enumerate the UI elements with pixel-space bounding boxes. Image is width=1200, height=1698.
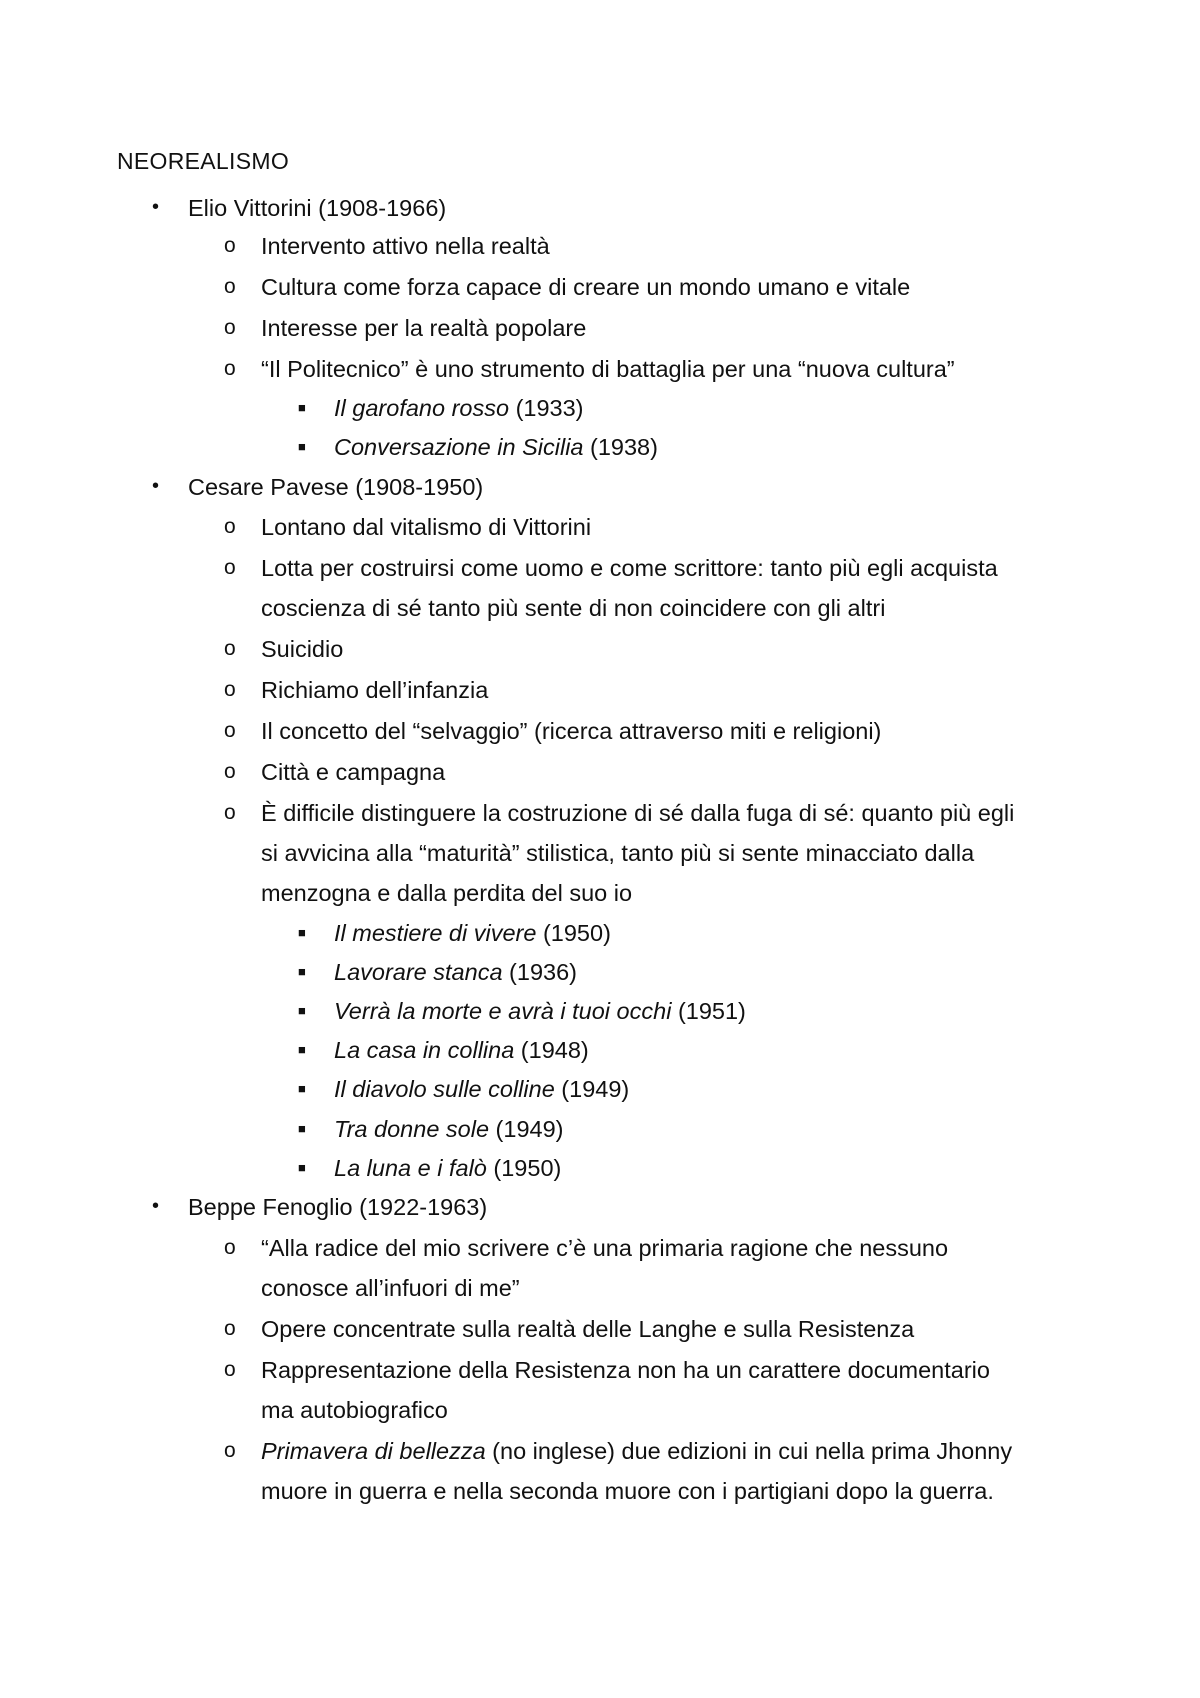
- work-bullet-marker: ■: [298, 964, 306, 979]
- list-item-line: conosce all’infuori di me”: [261, 1275, 520, 1301]
- list-item-line: menzogna e dalla perdita del suo io: [261, 880, 633, 906]
- work-title: Lavorare stanca: [334, 959, 503, 985]
- work-item: [334, 1114, 564, 1144]
- list-item-line: muore in guerra e nella seconda muore con i partigiani dopo la guerra.: [261, 1478, 994, 1504]
- work-title: Primavera di bellezza: [261, 1438, 486, 1464]
- work-bullet-marker: ■: [298, 1121, 306, 1136]
- bullet-marker: •: [152, 1195, 160, 1217]
- work-title: Il garofano rosso: [334, 395, 510, 421]
- work-item: [334, 1153, 561, 1183]
- bullet-marker: •: [152, 196, 160, 218]
- work-year: (1938): [583, 434, 658, 460]
- sub-bullet-marker: o: [224, 234, 236, 257]
- sub-bullet-marker: o: [224, 556, 236, 579]
- list-item-text: (no inglese) due edizioni in cui nella prima Jhonny: [485, 1438, 1013, 1464]
- list-item-line: si avvicina alla “maturità” stilistica, tanto più si sente minacciato dalla: [261, 840, 975, 866]
- sub-bullet-marker: o: [224, 515, 236, 538]
- author-heading-vittorini: Elio Vittorini (1908-1966): [188, 195, 447, 221]
- sub-bullet-marker: o: [224, 275, 236, 298]
- list-item: Suicidio: [261, 636, 344, 662]
- list-item: Città e campagna: [261, 759, 446, 785]
- work-year: (1949): [489, 1116, 564, 1142]
- author-heading-fenoglio: Beppe Fenoglio (1922-1963): [188, 1194, 488, 1220]
- list-item: Opere concentrate sulla realtà delle Langhe e sulla Resistenza: [261, 1316, 915, 1342]
- sub-bullet-marker: o: [224, 637, 236, 660]
- list-item-line: Rappresentazione della Resistenza non ha un carattere documentario: [261, 1357, 990, 1383]
- work-year: (1933): [509, 395, 584, 421]
- sub-bullet-marker: o: [224, 1358, 236, 1381]
- sub-bullet-marker: o: [224, 1439, 236, 1462]
- list-item: Il concetto del “selvaggio” (ricerca attraverso miti e religioni): [261, 718, 882, 744]
- work-title: Il diavolo sulle colline: [334, 1076, 555, 1102]
- work-title: Tra donne sole: [334, 1116, 490, 1142]
- list-item: Richiamo dell’infanzia: [261, 677, 489, 703]
- work-year: (1936): [502, 959, 577, 985]
- sub-bullet-marker: o: [224, 316, 236, 339]
- author-heading-pavese: Cesare Pavese (1908-1950): [188, 474, 484, 500]
- work-year: (1948): [514, 1037, 589, 1063]
- list-item: Cultura come forza capace di creare un mondo umano e vitale: [261, 274, 911, 300]
- work-title: Il mestiere di vivere: [334, 920, 537, 946]
- work-item: [334, 1074, 629, 1104]
- work-bullet-marker: ■: [298, 1160, 306, 1175]
- list-item-line: “Alla radice del mio scrivere c’è una primaria ragione che nessuno: [261, 1235, 949, 1261]
- work-year: (1950): [486, 1155, 562, 1181]
- work-year: (1949): [554, 1076, 630, 1102]
- work-bullet-marker: ■: [298, 1042, 306, 1057]
- list-item: “Il Politecnico” è uno strumento di battaglia per una “nuova cultura”: [261, 356, 955, 382]
- work-year: (1950): [536, 920, 611, 946]
- sub-bullet-marker: o: [224, 1317, 236, 1340]
- work-title: La luna e i falò: [334, 1155, 487, 1181]
- document-title: NEOREALISMO: [117, 148, 290, 174]
- work-item: [334, 996, 746, 1026]
- sub-bullet-marker: o: [224, 719, 236, 742]
- work-bullet-marker: ■: [298, 1003, 306, 1018]
- work-bullet-marker: ■: [298, 439, 306, 454]
- list-item-line: [261, 1436, 1012, 1466]
- work-title: Verrà la morte e avrà i tuoi occhi: [334, 998, 672, 1024]
- work-bullet-marker: ■: [298, 1081, 306, 1096]
- work-item: [334, 918, 611, 948]
- work-year: (1951): [671, 998, 746, 1024]
- work-bullet-marker: ■: [298, 925, 306, 940]
- work-title: Conversazione in Sicilia: [334, 434, 584, 460]
- sub-bullet-marker: o: [224, 760, 236, 783]
- list-item-line: È difficile distinguere la costruzione di sé dalla fuga di sé: quanto più egli: [261, 800, 1015, 826]
- sub-bullet-marker: o: [224, 801, 236, 824]
- work-title: La casa in collina: [334, 1037, 515, 1063]
- list-item: Lontano dal vitalismo di Vittorini: [261, 514, 592, 540]
- sub-bullet-marker: o: [224, 1236, 236, 1259]
- work-item: [334, 432, 658, 462]
- sub-bullet-marker: o: [224, 357, 236, 380]
- bullet-marker: •: [152, 475, 160, 497]
- list-item: Interesse per la realtà popolare: [261, 315, 587, 341]
- list-item-line: Lotta per costruirsi come uomo e come scrittore: tanto più egli acquista: [261, 555, 998, 581]
- work-item: [334, 393, 584, 423]
- work-item: [334, 957, 577, 987]
- sub-bullet-marker: o: [224, 678, 236, 701]
- list-item: Intervento attivo nella realtà: [261, 233, 550, 259]
- list-item-line: ma autobiografico: [261, 1397, 448, 1423]
- work-item: [334, 1035, 589, 1065]
- work-bullet-marker: ■: [298, 400, 306, 415]
- list-item-line: coscienza di sé tanto più sente di non coincidere con gli altri: [261, 595, 886, 621]
